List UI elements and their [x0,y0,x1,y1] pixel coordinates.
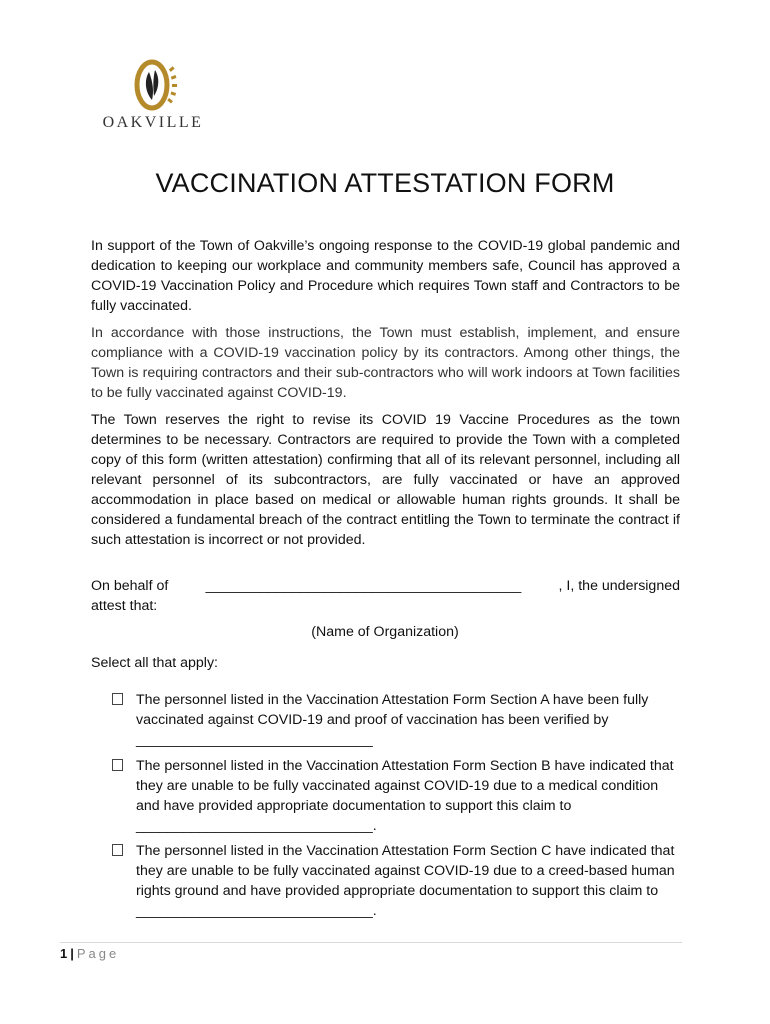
organization-name-caption: (Name of Organization) [311,624,459,640]
page-footer [60,946,119,961]
section-a-text: The personnel listed in the Vaccination Attestation Form Section A have been fully vaccinated against COVID-19 and proof of vaccination has been verified by [136,692,649,728]
oakville-logo [98,58,208,138]
organization-name-field[interactable]: ________________________________________ [205,578,522,594]
intro-paragraph: In support of the Town of Oakville’s ongoing response to the COVID-19 global pandemic and dedication to keeping our workplace and community members safe, Council has approved a COVID-19 Vaccination Policy and Procedure which requires Town staff and Contractors to be fully vaccinated. [91,238,680,314]
select-all-label: Select all that apply: [91,655,218,671]
section-a-checkbox[interactable] [112,693,123,705]
logo-wordmark: OAKVILLE [102,114,204,131]
on-behalf-label: On behalf of [91,578,169,594]
section-a-verifier-field[interactable]: ______________________________ [136,732,373,748]
attestation-statement [91,576,680,616]
footer-separator: | [70,946,74,961]
section-c-checkbox[interactable] [112,844,123,856]
reservation-paragraph: The Town reserves the right to revise its COVID 19 Vaccine Procedures as the town determines to be necessary. Contractors are required to provide the Town with a completed copy of this form (written attestation) confirming that all of its relevant personnel, including all relevant personnel of its subcontractors, are fully vaccinated or have an approved accommodation in place based on medical or allowable human rights grounds. It shall be considered a fundamental breach of the contract entitling the Town to terminate the contract if such attestation is incorrect or not provided. [91,412,680,548]
page-label: Page [76,946,120,961]
section-b-text: The personnel listed in the Vaccination Attestation Form Section B have indicated that they are unable to be fully vaccinated against COVID-19 due to a medical condition and have provided appropriate documentation to support this claim to ______________________________. [136,758,674,834]
form-title: VACCINATION ATTESTATION FORM [155,168,615,198]
instructions-paragraph: In accordance with those instructions, the Town must establish, implement, and ensure compliance with a COVID-19 vaccination policy by its contractors. Among other things, the Town is requiring contractors and their sub-contractors who will work indoors at Town facilities to be fully vaccinated against COVID-19. [91,325,680,401]
section-c-text: The personnel listed in the Vaccination Attestation Form Section C have indicated that they are unable to be fully vaccinated against COVID-19 due to a creed-based human rights ground and have provided appropriate documentation to support this claim to ______________________________. [136,843,675,919]
footer-divider [60,942,682,943]
attest-that-label: attest that: [91,598,158,614]
section-b-checkbox[interactable] [112,759,123,771]
undersigned-label: , I, the undersigned [558,578,680,594]
page-number: 1 [60,946,68,961]
oakville-leaf-icon [122,58,182,112]
